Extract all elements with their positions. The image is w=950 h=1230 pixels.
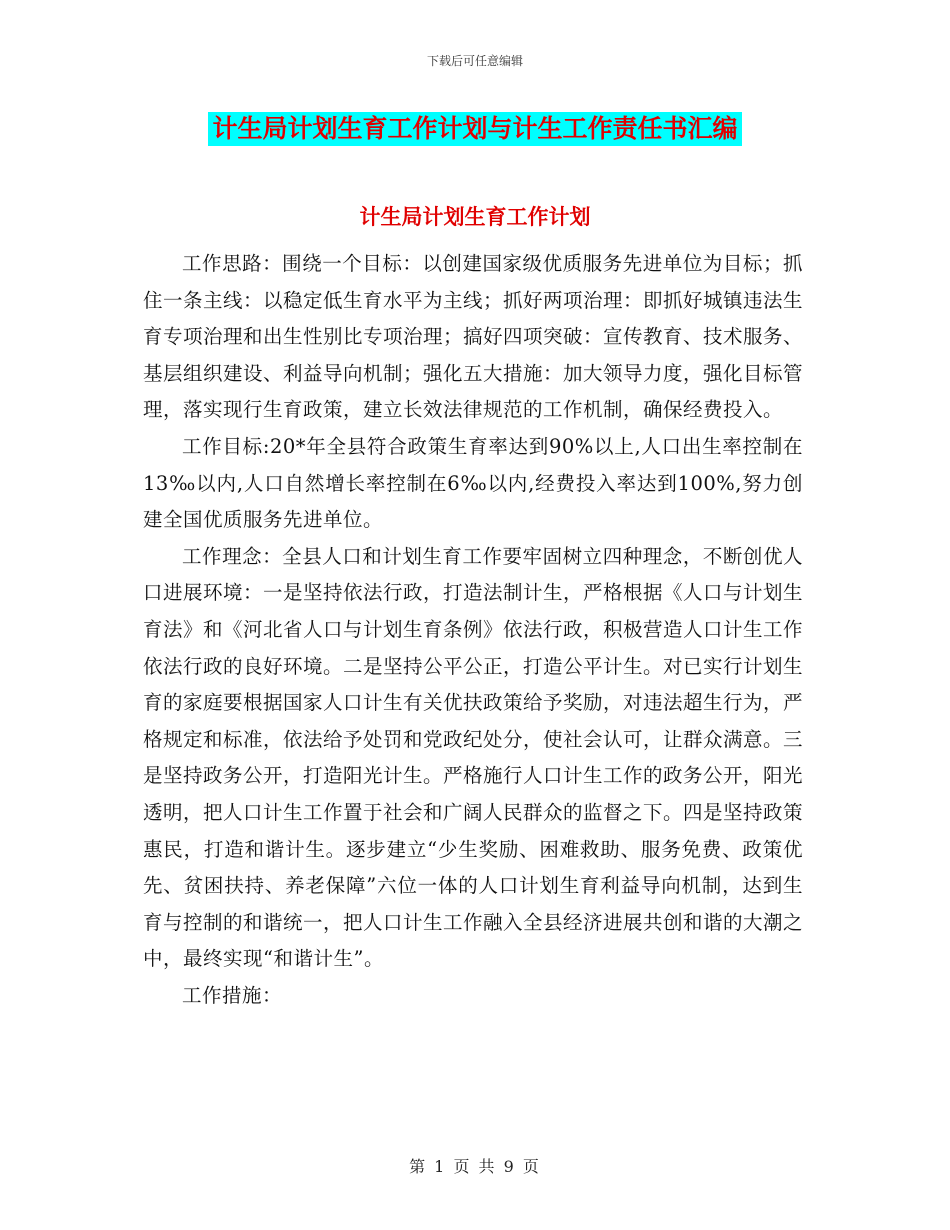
paragraph-work-measures: 工作措施： xyxy=(182,983,283,1007)
paragraph-work-philosophy: 工作理念：全县人口和计划生育工作要牢固树立四种理念，不断创优人口进展环境：一是坚持依法行政，打造法制计生，严格根据《人口与计划生育法》和《河北省人口与计划生育条例》依法行政，积极营造人口计生工作依法行政的良好环境。二是坚持公平公正，打造公平计生。对已实行计划生育的家庭要根据国家人口计生有关优扶政策给予奖励，对违法超生行为，严格规定和标准，依法给予处罚和党政纪处分，使社会认可，让群众满意。三是坚持政务公开，打造阳光计生。严格施行人口计生工作的政务公开，阳光透明，把人口计生工作置于社会和广阔人民群众的监督之下。四是坚持政策惠民，打造和谐计生。逐步建立“少生奖励、困难救助、服务免费、政策优先、贫困扶持、养老保障”六位一体的人口计划生育利益导向机制，达到生育与控制的和谐统一，把人口计生工作融入全县经济进展共创和谐的大潮之中，最终实现“和谐计生”。 xyxy=(143,544,804,971)
header-note: 下载后可任意编辑 xyxy=(426,54,523,68)
document-body xyxy=(143,246,803,1014)
main-title-container xyxy=(0,112,950,146)
paragraph-work-goal: 工作目标:20*年全县符合政策生育率达到90%以上,人口出生率控制在13‰以内,人口自然增长率控制在6‰以内,经费投入率达到100%,努力创建全国优质服务先进单位。 xyxy=(143,434,803,532)
page-number-footer: 第 1 页 共 9 页 xyxy=(409,1157,541,1176)
main-title: 计生局计划生育工作计划与计生工作责任书汇编 xyxy=(208,112,741,146)
paragraph-work-approach: 工作思路：围绕一个目标：以创建国家级优质服务先进单位为目标；抓住一条主线：以稳定低生育水平为主线；抓好两项治理：即抓好城镇违法生育专项治理和出生性别比专项治理；搞好四项突破：宣传教育、技术服务、基层组织建设、利益导向机制；强化五大措施：加大领导力度，强化目标管理，落实现行生育政策，建立长效法律规范的工作机制，确保经费投入。 xyxy=(143,252,804,422)
section-title: 计生局计划生育工作计划 xyxy=(359,205,591,229)
